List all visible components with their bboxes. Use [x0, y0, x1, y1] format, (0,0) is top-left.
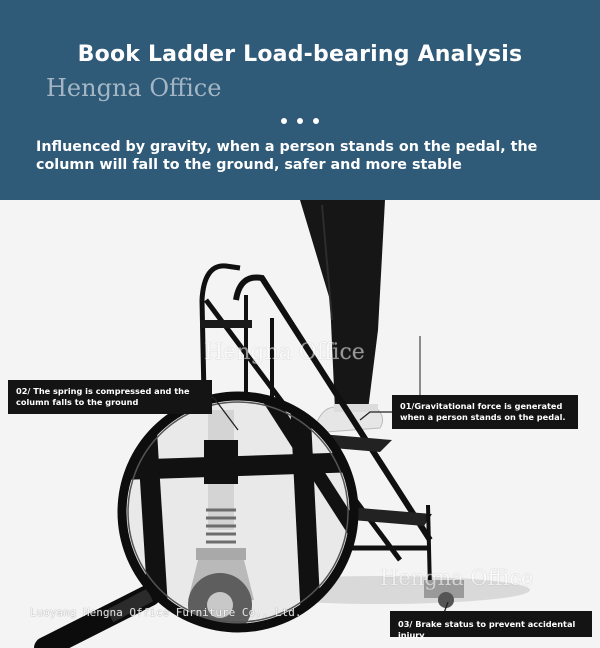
watermark-bottom: Hengna Office [380, 566, 534, 590]
callout-brake: 03/ Brake status to prevent accidental injury [390, 611, 592, 637]
callout-gravity: 01/Gravitational force is generated when a person stands on the pedal. [392, 395, 578, 429]
header-banner [0, 0, 600, 200]
callout-spring: 02/ The spring is compressed and the column falls to the ground [8, 380, 212, 414]
top-platform [200, 320, 252, 328]
mag-plate [196, 548, 246, 560]
decorative-dots [281, 118, 319, 124]
dot [313, 118, 319, 124]
page-subtitle: Influenced by gravity, when a person stands on the pedal, the column will fall to the ground, safer and more stable [36, 139, 538, 173]
mag-sleeve [204, 440, 238, 484]
page-title: Book Ladder Load-bearing Analysis [77, 42, 523, 67]
dot [297, 118, 303, 124]
watermark-middle: Hengna Office [204, 340, 365, 365]
company-watermark: Luoyang Hengna Office Furniture Co., Ltd. [30, 606, 302, 619]
brand-watermark: Hengna Office [46, 74, 222, 102]
dot [281, 118, 287, 124]
